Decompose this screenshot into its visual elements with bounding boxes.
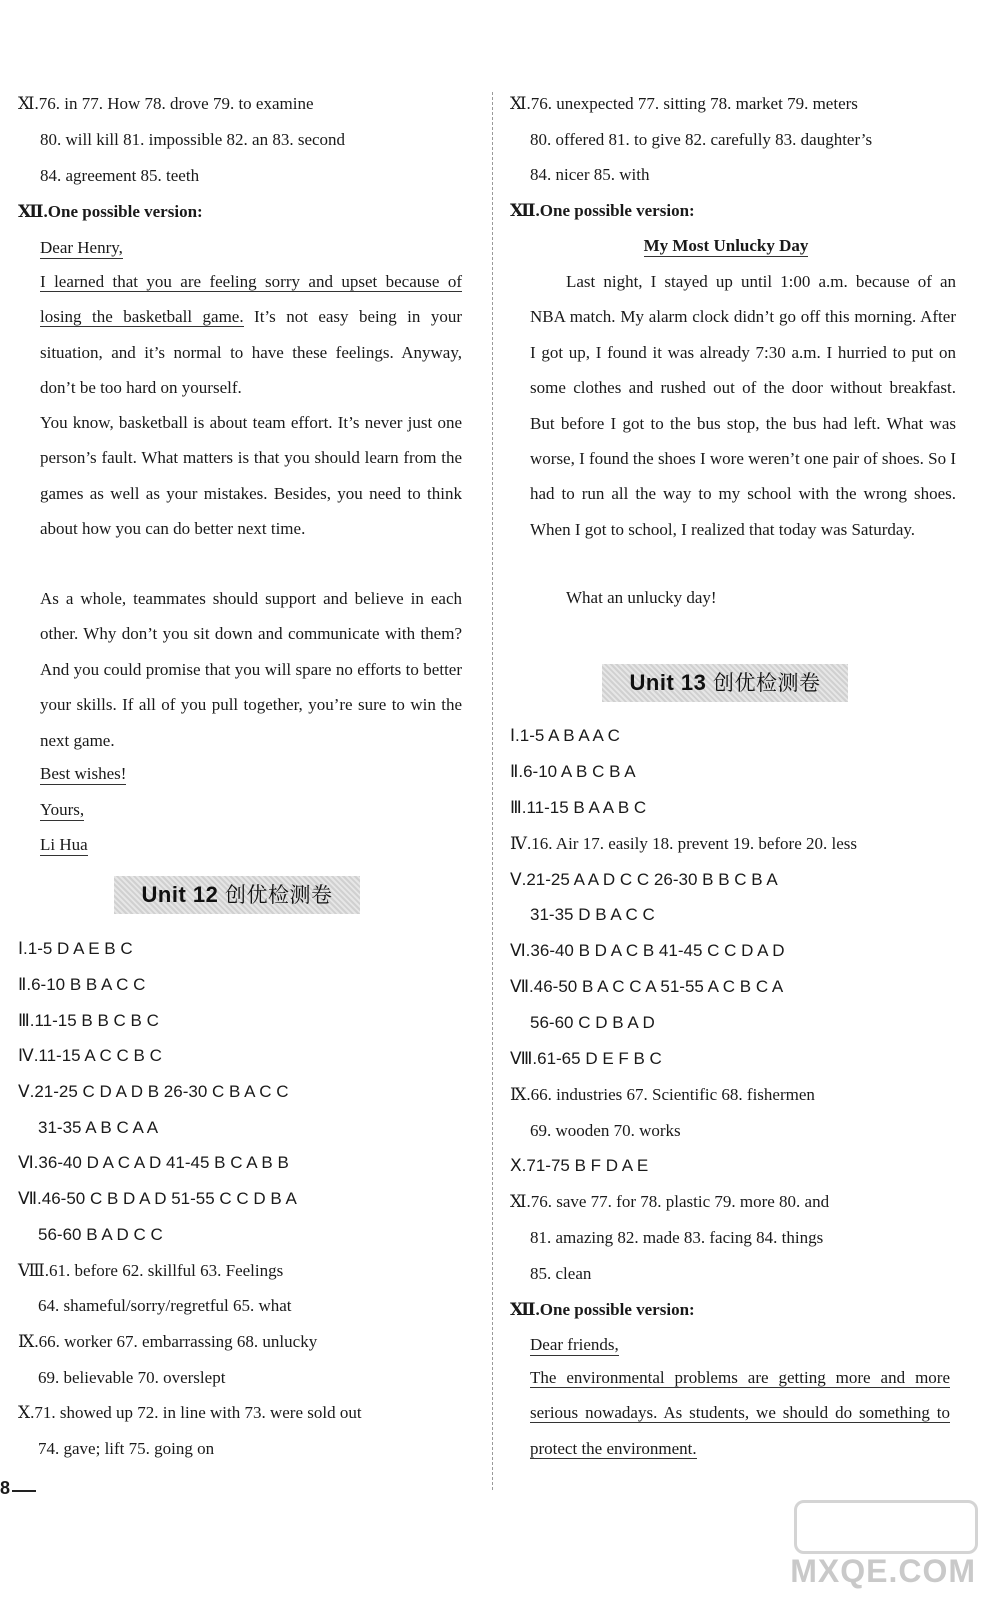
page-number-dash <box>12 1490 36 1492</box>
answer-line: Ⅺ.76. in 77. How 78. drove 79. to examine <box>18 94 314 113</box>
answer-line: Ⅵ.36-40 D A C A D 41-45 B C A B B <box>18 1153 289 1172</box>
answer-line: Ⅳ.16. Air 17. easily 18. prevent 19. before 20. less <box>510 834 857 853</box>
answer-line: Ⅸ.66. worker 67. embarrassing 68. unlucky <box>18 1332 318 1351</box>
unit-12-banner: Unit 12 创优检测卷 <box>114 876 360 914</box>
answer-line: 69. believable 70. overslept <box>38 1368 226 1387</box>
letter-greeting: Dear Henry, <box>40 238 123 257</box>
unit-13-banner: Unit 13 创优检测卷 <box>602 664 848 702</box>
answer-line: Ⅺ.76. save 77. for 78. plastic 79. more 80. and <box>510 1192 830 1211</box>
essay-title: My Most Unlucky Day <box>643 236 809 255</box>
letter-paragraph: I learned that you are feeling sorry and upset because of losing the basketball game. It’s not easy being in your situation, and it’s normal to have these feelings. Anyway, don’t be too hard on yourself. <box>40 272 462 398</box>
letter-paragraph: As a whole, teammates should support and believe in each other. Why don’t you sit down and communicate with them? And you could promise that you will spare no efforts to better your skills. If all of you pull together, you’re sure to win the next game. <box>40 589 462 750</box>
answer-line: 31-35 A B C A A <box>38 1118 159 1137</box>
answer-line: Ⅰ.1-5 A B A A C <box>510 726 620 745</box>
answer-line: Ⅲ.11-15 B A A B C <box>510 798 647 817</box>
answer-line: Ⅳ.11-15 A C C B C <box>18 1046 162 1065</box>
answer-line: Ⅹ.71. showed up 72. in line with 73. were sold out <box>18 1403 362 1422</box>
answer-line: Ⅶ.46-50 B A C C A 51-55 A C B C A <box>510 977 784 996</box>
answer-line: Ⅵ.36-40 B D A C B 41-45 C C D A D <box>510 941 785 960</box>
watermark-logo <box>794 1500 978 1554</box>
answer-line: 80. offered 81. to give 82. carefully 83. daughter’s <box>530 130 873 149</box>
answer-line: 84. nicer 85. with <box>530 165 650 184</box>
letter-closing: Yours, <box>40 800 85 819</box>
column-divider <box>492 92 493 1490</box>
page-number: 8 <box>0 1478 11 1498</box>
answer-line: Ⅴ.21-25 C D A D B 26-30 C B A C C <box>18 1082 289 1101</box>
letter-greeting: Dear friends, <box>530 1335 619 1354</box>
letter-paragraph: The environmental problems are getting more and more serious nowadays. As students, we should do something to protect the environment. <box>530 1368 950 1458</box>
answer-line: Ⅱ.6-10 A B C B A <box>510 762 636 781</box>
answer-line: Ⅰ.1-5 D A E B C <box>18 939 133 958</box>
answer-line: 56-60 C D B A D <box>530 1013 655 1032</box>
essay-paragraph: Last night, I stayed up until 1:00 a.m. because of an NBA match. My alarm clock didn’t go off this morning. After I got up, I found it was already 7:30 a.m. I hurried to put on some clothes and rushed out of the door without breakfast. But before I got to the bus stop, the bus had left. What was worse, I found the shoes I wore weren’t one pair of shoes. So I had to run all the way to my school with the wrong shoes. When I got to school, I realized that today was Saturday. <box>530 272 956 539</box>
answer-line: 84. agreement 85. teeth <box>40 166 200 185</box>
section-heading: Ⅻ.One possible version: <box>18 202 203 221</box>
answer-line: Ⅶ.46-50 C B D A D 51-55 C C D B A <box>18 1189 297 1208</box>
underlined-sentence: I learned that you are feeling sorry and upset because of losing the basketball game. <box>40 272 462 327</box>
answer-line: 56-60 B A D C C <box>38 1225 163 1244</box>
watermark <box>790 1500 978 1590</box>
answer-line: Ⅺ.76. unexpected 77. sitting 78. market 79. meters <box>510 94 858 113</box>
answer-line: 85. clean <box>530 1264 592 1283</box>
letter-paragraph: You know, basketball is about team effort. It’s never just one person’s fault. What matters is that you should learn from the games as well as your mistakes. Besides, you need to think about how you can do better next time. <box>40 413 462 539</box>
answer-line: Ⅱ.6-10 B B A C C <box>18 975 146 994</box>
answer-line: Ⅲ.11-15 B B C B C <box>18 1011 159 1030</box>
answer-line: Ⅷ.61-65 D E F B C <box>510 1049 662 1068</box>
essay-paragraph: What an unlucky day! <box>566 588 717 607</box>
answer-line: 74. gave; lift 75. going on <box>38 1439 215 1458</box>
answer-line: 64. shameful/sorry/regretful 65. what <box>38 1296 292 1315</box>
answer-line: Ⅹ.71-75 B F D A E <box>510 1156 649 1175</box>
watermark-site: MXQE.COM <box>790 1553 976 1589</box>
answer-line: Ⅸ.66. industries 67. Scientific 68. fishermen <box>510 1085 815 1104</box>
section-heading: Ⅻ.One possible version: <box>510 1300 695 1319</box>
answer-line: 80. will kill 81. impossible 82. an 83. second <box>40 130 346 149</box>
answer-line: 81. amazing 82. made 83. facing 84. things <box>530 1228 824 1247</box>
answer-line: 69. wooden 70. works <box>530 1121 681 1140</box>
answer-line: Ⅴ.21-25 A A D C C 26-30 B B C B A <box>510 870 778 889</box>
answer-line: 31-35 D B A C C <box>530 905 655 924</box>
answer-line: Ⅷ.61. before 62. skillful 63. Feelings <box>18 1261 284 1280</box>
section-heading: Ⅻ.One possible version: <box>510 201 695 220</box>
letter-signature: Li Hua <box>40 835 88 854</box>
letter-closing: Best wishes! <box>40 764 127 783</box>
